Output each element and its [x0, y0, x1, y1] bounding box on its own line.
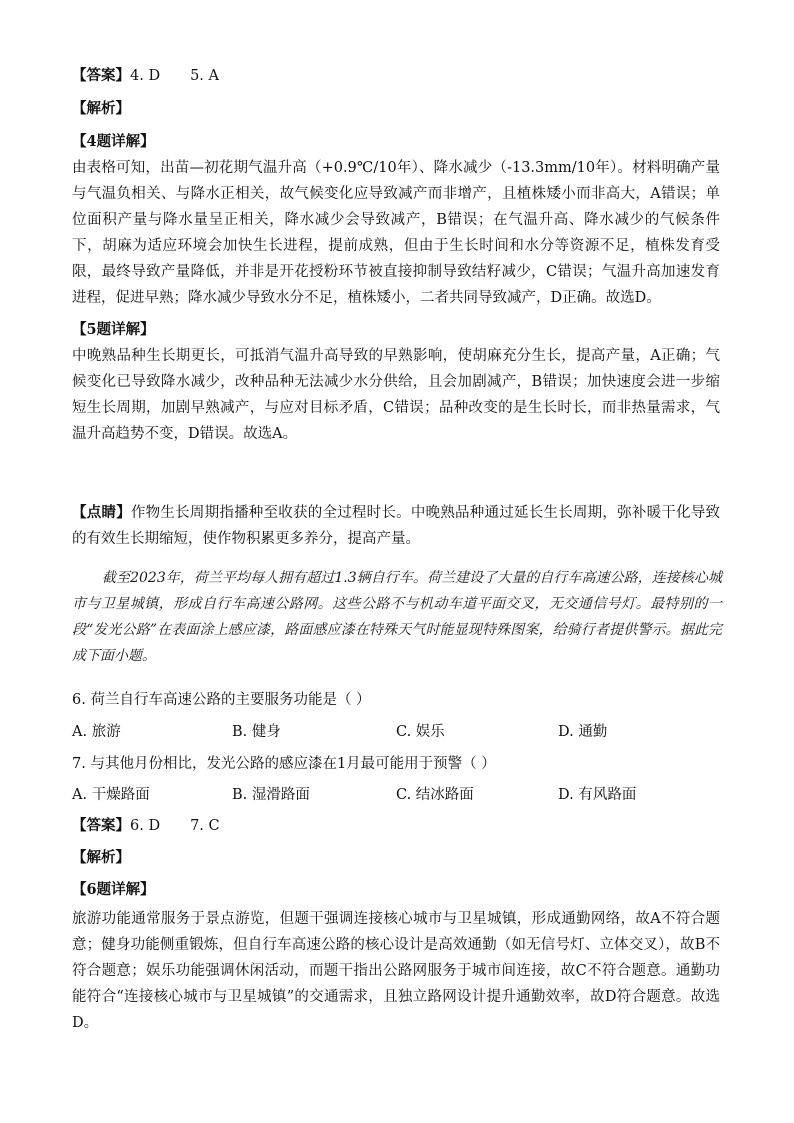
q6-option-d: D. 通勤 — [558, 724, 608, 740]
question-stem: 截至2023年，荷兰平均每人拥有超过1.3辆自行车。荷兰建设了大量的自行车高速公路，连接核心城市与卫星城镇，形成自行车高速公路网。这些公路不与机动车道平面交叉，无交通信号灯。最特别的一段“发光公路”在表面涂上感应漆，路面感应漆在特殊天气时能显现特殊图案，给骑行者提供警示。据此完成下面小题。 — [72, 570, 722, 664]
q6-option-c: C. 娱乐 — [396, 724, 445, 740]
q4-detail-tag: 【4题详解】 — [72, 133, 155, 150]
q6-detail-tag: 【6题详解】 — [72, 881, 155, 898]
answer-line-q4-5 — [72, 66, 219, 86]
q6-detail-text: 旅游功能通常服务于景点游览，但题干强调连接核心城市与卫星城镇，形成通勤网络，故A不符合题意；健身功能侧重锻炼，但自行车高速公路的核心设计是高效通勤（如无信号灯、立体交叉），故B不符合题意；娱乐功能强调休闲活动，而题干指出公路网服务于城市间连接，故C不符合题意。通勤功能符合“连接核心城市与卫星城镇”的交通需求，且独立路网设计提升通勤效率，故D符合题意。故选D。 — [72, 911, 720, 1031]
question-6: 6. 荷兰自行车高速公路的主要服务功能是（ ） — [72, 692, 371, 708]
q5-detail-text: 中晚熟品种生长期更长，可抵消气温升高导致的早熟影响，使胡麻充分生长，提高产量，A正确；气候变化已导致降水减少，改种品种无法减少水分供给，且会加剧减产，B错误；加快速度会进一步缩短生长周期，加剧早熟减产，与应对目标矛盾，C错误；品种改变的是生长时长，而非热量需求，气温升高趋势不变，D错误。故选A。 — [72, 348, 720, 442]
q6-option-b: B. 健身 — [232, 724, 281, 740]
answer-tag-2: 【答案】 — [72, 817, 130, 834]
answer-q4: 4. D — [130, 68, 161, 84]
q7-option-b: B. 湿滑路面 — [232, 787, 310, 803]
answer-q7: 7. C — [190, 818, 220, 834]
comment-tag: 【点睛】 — [72, 504, 131, 521]
q7-option-a: A. 干燥路面 — [72, 787, 150, 803]
answer-line-q6-7 — [72, 816, 220, 836]
analysis-tag-2: 【解析】 — [72, 849, 130, 866]
q5-detail-tag: 【5题详解】 — [72, 321, 155, 338]
comment-paragraph — [72, 500, 720, 552]
answer-tag: 【答案】 — [72, 67, 130, 84]
q7-option-c: C. 结冰路面 — [396, 787, 474, 803]
answer-q6: 6. D — [130, 818, 161, 834]
comment-text: 作物生长周期指播种至收获的全过程时长。中晚熟品种通过延长生长周期，弥补暖干化导致的有效生长期缩短，使作物积累更多养分，提高产量。 — [72, 505, 721, 547]
q6-option-a: A. 旅游 — [72, 724, 121, 740]
question-7: 7. 与其他月份相比，发光公路的感应漆在1月最可能用于预警（ ） — [72, 756, 496, 772]
analysis-tag: 【解析】 — [72, 100, 130, 117]
q4-detail-text: 由表格可知，出苗—初花期气温升高（+0.9℃/10年）、降水减少（-13.3mm/10年）。材料明确产量与气温负相关、与降水正相关，故气候变化应导致减产而非增产，且植株矮小而非高大，A错误；单位面积产量与降水量呈正相关，降水减少会导致减产，B错误；在气温升高、降水减少的气候条件下，胡麻为适应环境会加快生长进程，提前成熟，但由于生长时间和水分等资源不足，植株发育受限，最终导致产量降低，并非是开花授粉环节被直接抑制导致结籽减少，C错误；气温升高加速发育进程，促进早熟；降水减少导致水分不足，植株矮小，二者共同导致减产，D正确。故选D。 — [72, 160, 720, 306]
answer-q5: 5. A — [190, 68, 219, 84]
q7-option-d: D. 有风路面 — [558, 787, 637, 803]
